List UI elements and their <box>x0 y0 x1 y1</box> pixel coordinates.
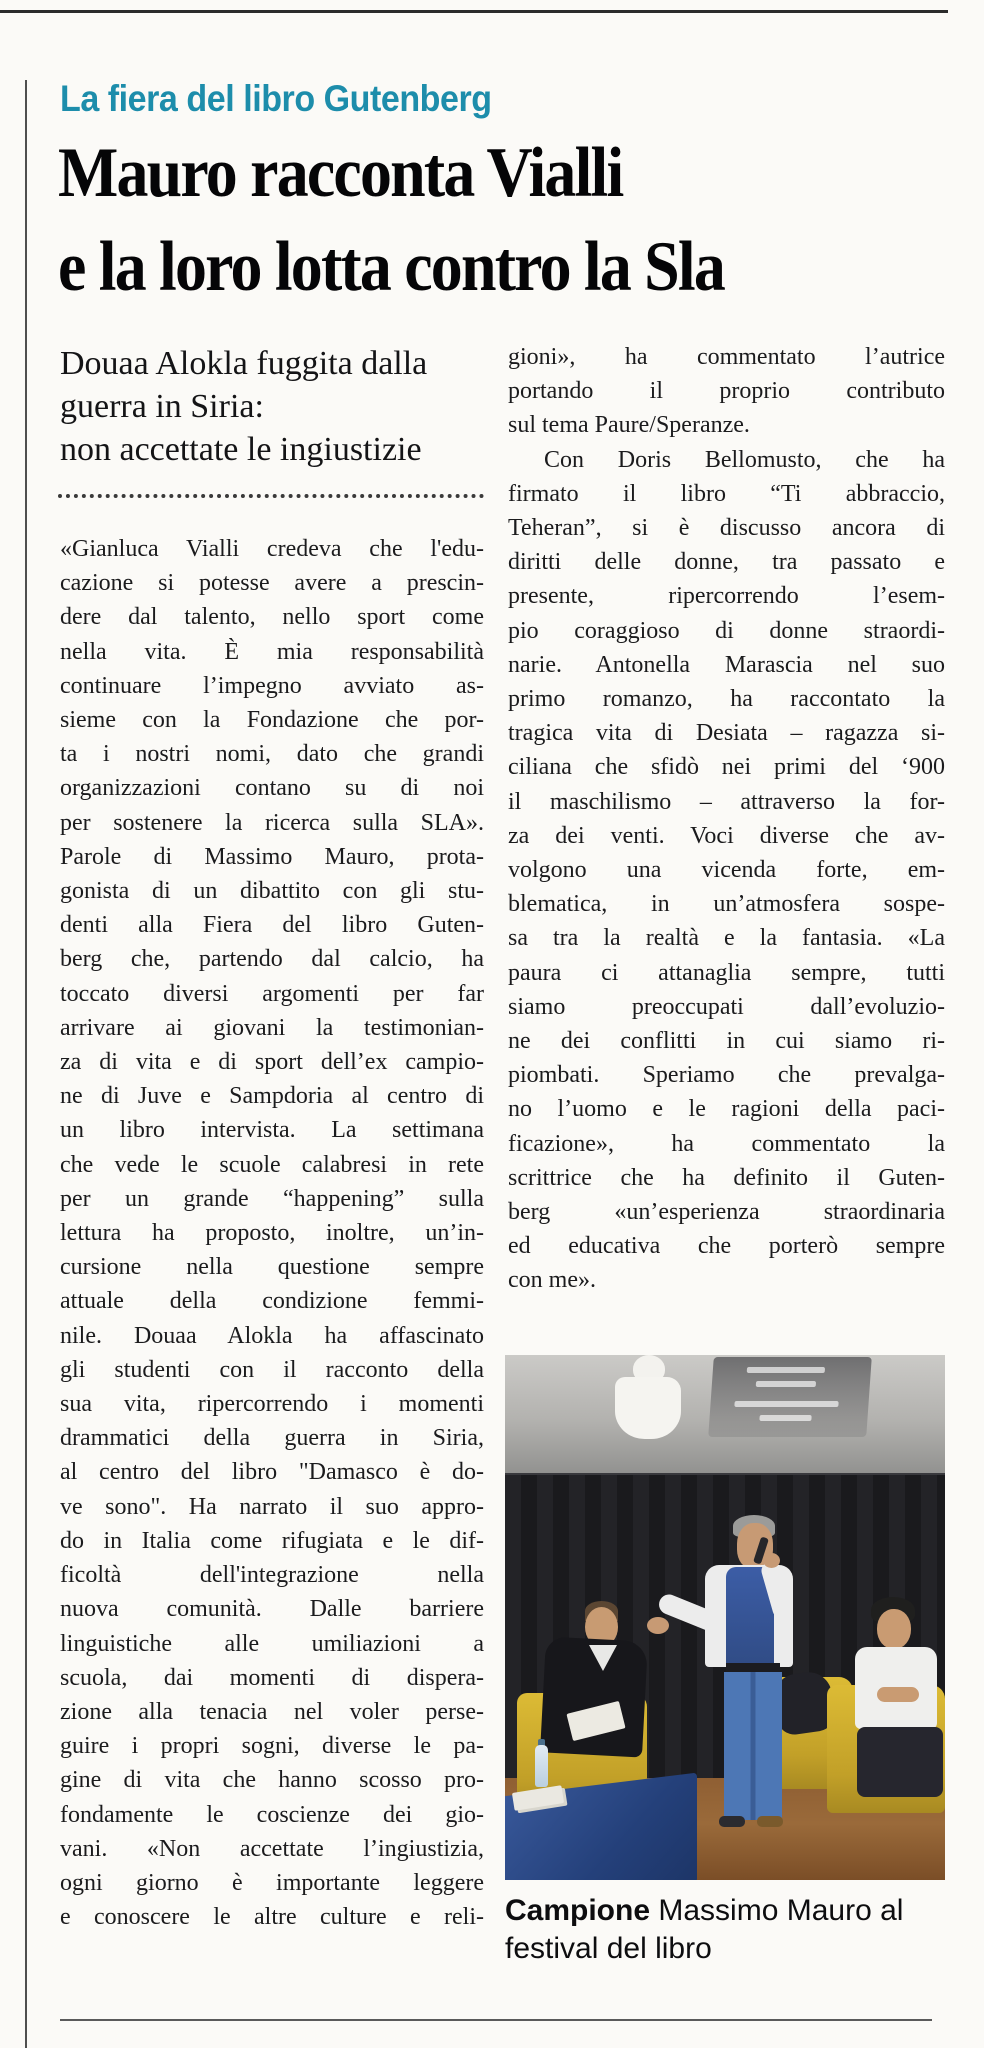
left-column-rule <box>25 80 27 2048</box>
body-column-2: gioni», ha commentato l’autrice portando il proprio contributo sul tema Paure/Speranze. Con Doris Bellomusto, che ha firmato il libro “Ti abbraccio, Teheran”, si è discusso ancora di diritti delle donne, tra passato e presente, ripercorrendo l’esem- pio coraggioso di donne straordi- narie. Antonella Marascia nel suo primo romanzo, ha raccontato la tragica vita di Desiata – ragazza si- ciliana che sfidò nei primi del ‘900 il maschilismo – attraverso la for- za dei venti. Voci diverse che av- volgono una vicenda forte, em- blematica, in un’atmosfera sospe- sa tra la realtà e la fantasia. «La paura ci attanaglia sempre, tutti siamo preoccupati dall’evoluzio- ne dei conflitti in cui siamo ri- piombati. Speriamo che prevalga- no l’uomo e le ragioni della paci- ficazione», ha commentato la scrittrice che ha definito il Guten- berg «un’esperienza straordinaria ed educativa che porterò sempre con me». <box>508 344 945 1294</box>
article-photo <box>505 1355 945 1880</box>
photo-caption-keyword: Campione <box>505 1894 651 1927</box>
subhead-line-2: guerra in Siria: <box>60 388 264 425</box>
subhead <box>60 342 490 471</box>
dotted-divider <box>58 494 484 498</box>
body-column-1: «Gianluca Vialli credeva che l'edu- cazione si potesse avere a prescin- dere dal talento, nello sport come nella vita. È mia responsabilità continuare l’impegno avviato as- sieme con la Fondazione che por- ta i nostri nomi, dato che grandi organizzazioni contano su di noi per sostenere la ricerca sulla SLA». Parole di Massimo Mauro, prota- gonista di un dibattito con gli stu- denti alla Fiera del libro Guten- berg che, partendo dal calcio, ha toccato diversi argomenti per far arrivare ai giovani la testimonian- za di vita e di sport dell’ex campio- ne di Juve e Sampdoria al centro di un libro intervista. La settimana che vede le scuole calabresi in rete per un grande “happening” sulla lettura ha proposto, inoltre, un’in- cursione nella questione sempre attuale della condizione femmi- nile. Douaa Alokla ha affascinato gli studenti con il racconto della sua vita, ripercorrendo i momenti drammatici della guerra in Siria, al centro del libro "Damasco è do- ve sono". Ha narrato il suo appro- do in Italia come rifugiata e le dif- ficoltà dell'integrazione nella nuova comunità. Dalle barriere linguistiche alle umiliazioni a scuola, dai momenti di dispera- zione alla tenacia nel voler perse- guire i propri sogni, diverse le pa- gine di vita che hanno scosso pro- fondamente le coscienze dei gio- vani. «Non accettate l’ingiustizia, ogni giorno è importante leggere e conoscere le altre culture e reli- <box>60 536 484 1931</box>
subhead-line-1: Douaa Alokla fuggita dalla <box>60 345 428 382</box>
headline-line-2: e la loro lotta contro la Sla <box>58 228 725 306</box>
photo-caption-text: Massimo Mauro al festival del libro <box>505 1894 904 1965</box>
photo-projected-slide <box>708 1357 872 1437</box>
headline-line-1: Mauro racconta Vialli <box>58 134 623 212</box>
subhead-line-3: non accettate le ingiustizie <box>60 431 422 468</box>
kicker: La fiera del libro Gutenberg <box>60 78 492 119</box>
headline <box>58 126 940 314</box>
top-rule <box>0 10 948 13</box>
photo-caption <box>505 1892 945 1968</box>
photo-projection-screen <box>505 1355 945 1473</box>
bottom-rule <box>60 2019 932 2021</box>
photo-water-bottle <box>535 1745 548 1787</box>
